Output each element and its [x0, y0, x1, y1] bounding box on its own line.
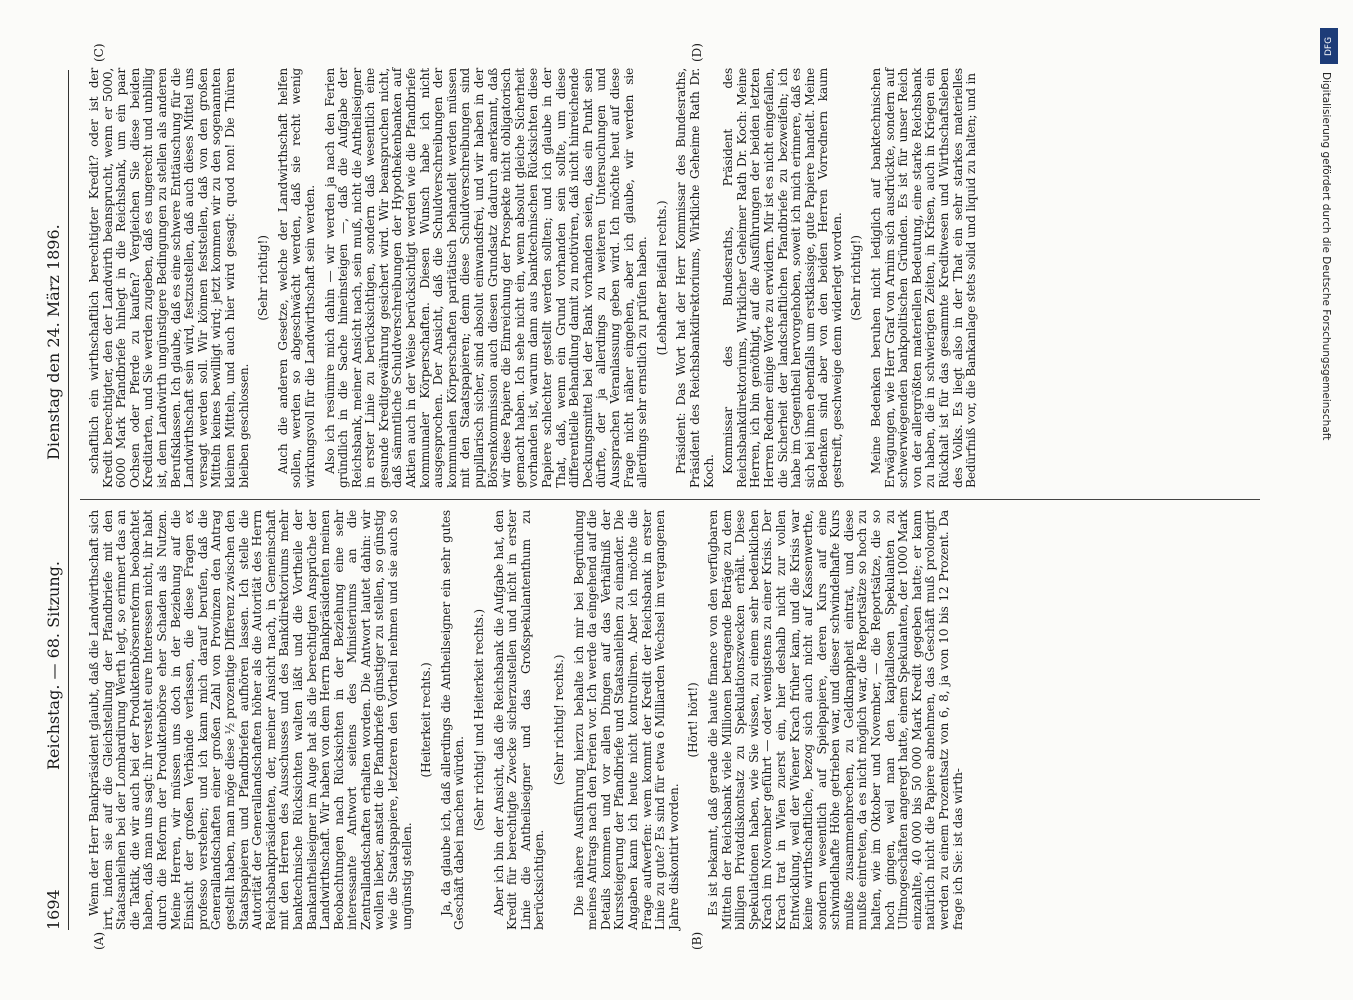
- paragraph: (Sehr richtig! und Heiterkeit rechts.): [472, 609, 487, 831]
- dfg-logo: DFG: [1320, 28, 1338, 64]
- page-header: [38, 70, 70, 930]
- side-strip: [1318, 20, 1342, 980]
- right-column: [88, 68, 985, 488]
- page-number: 1694: [44, 889, 63, 930]
- paragraph: (Sehr richtig! rechts.): [552, 654, 566, 786]
- paragraph: (Heiterkeit rechts.): [419, 662, 434, 778]
- paragraph: Präsident: Das Wort hat der Herr Kommissar des Bundesraths, Präsident des Reichsbankdirektoriums, Wirkliche Geheime Rath Dr. Koch.: [674, 68, 716, 488]
- paragraph: (Lebhafter Beifall rechts.): [654, 200, 669, 356]
- margin-mark-a: (A): [92, 931, 106, 950]
- column-divider: [80, 499, 1260, 500]
- paragraph: Wenn der Herr Bankpräsident glaubt, daß die Landwirthschaft sich irrt, indem sie auf die Gleichstellung der Pfandbriefe mit den Staatsanleihen bei der Lombardirung Werth legt, so erinnert das an die Taktik, die wir auch bei der Produktenbörsenreform beobachtet haben, daß man uns sagt: ihr versteht eure Interessen nicht, ihr habt durch die Reform der Produktenbörse eher Schaden als Nutzen. Meine Herren, wir müssen uns doch in der Beziehung auf die Einsicht der großen Verbände verlassen, die diese Fragen ex professo verstehen; und ich kann mich darauf berufen, daß die Generallandschaften einer großen Zahl von Provinzen den Antrag gestellt haben, man möge diese ½ prozentige Differenz zwischen den Staatspapieren und Pfandbriefen aufhören lassen. Ich stelle die Autorität der Generallandschaften höher als die Autorität des Herrn Reichsbankpräsidenten, der, meiner Ansicht nach, in Gemeinschaft mit den Herren des Ausschusses und des Bankdirektoriums mehr banktechnische Rücksichten walten läßt und die Vortheile der Bankantheilseigner im Auge hat als die berechtigten Ansprüche der Landwirthschaft. Wir haben von dem Herrn Bankpräsidenten meinen Beobachtungen nach Rücksichten in der Beziehung eine sehr interessante Antwort seitens des Ministeriums an die Zentrallandschaften erhalten worden. Die Antwort lautet dahin: wir wollen lieber, anstatt die Pfandbriefe günstiger zu stellen, so günstig wie die Staatspapiere, letzteren den Vortheil nehmen und sie auch so ungünstig stellen.: [87, 510, 414, 930]
- paragraph: (Sehr richtig!): [256, 235, 271, 321]
- paragraph: Aber ich bin der Ansicht, daß die Reichsbank die Aufgabe hat, den Kredit für berechtigte Zwecke sicherzustellen und nicht in erster Linie die Antheilseigner und das Großspekulantenthum zu berücksichtigen.: [491, 510, 547, 930]
- margin-mark-b: (B): [690, 931, 704, 950]
- paragraph: Kommissar des Bundesraths, Präsident des Reichsbankdirektoriums, Wirklicher Geheimer Rath Dr. Koch: Meine Herren, ich bin genöthigt, auf die Ausführungen der beiden letzten Herren Redner einige Worte zu erwidern. Mir ist es nicht eingefallen, die Sicherheit der landschaftlichen Pfandbriefe zu bezweifeln; ich habe im Gegentheil hervorgehoben, soweit ich mich erinnere, daß es sich bei ihnen ebenfalls um erstklassige, gute Papiere handelt. Meine Bedenken sind aber von den beiden Herren Vorrednern kaum gestreift, geschweige denn widerlegt worden.: [721, 68, 844, 488]
- left-column: [88, 510, 971, 930]
- paragraph: Es ist bekannt, daß gerade die haute finance von den verfügbaren Mitteln der Reichsbank viele Millionen betragende Beträge zu dem billigen Privatdiskontsatz zu Spekulationszwecken erhält. Diese Spekulationen haben, wie Sie wissen, zu einem sehr bedenklichen Krach im November geführt — oder wenigstens zu einer Krisis. Der Krach trat in Wien zuerst ein, hier deshalb nicht zur vollen Entwicklung, weil der Wiener Krach früher kam, und die Krisis war keine wirthschaftliche, bezog sich auch nicht auf Kassenwerthe, sondern wesentlich auf Spielpapiere, deren Kurs auf eine schwindelhafte Höhe getrieben war, und dieser schwindelhafte Kurs mußte zusammenbrechen, zu Geldknappheit eintrat, und diese mußte eintreten, da es nicht möglich war, die Reportsätze so hoch zu halten, wie im Oktober und November, — die Reportsätze, die so hoch gingen, weil man den kapitallosen Spekulanten zu Ultimogeschäften angeregt hatte, einem Spekulanten, der 1000 Mark einzahlte, 40 000 bis 50 000 Mark Kredit gegeben hatte; er kann natürlich nicht die Papiere abnehmen, das Geschäft muß prolongirt werden zu einem Prozentsatz von 6, 8, ja von 10 bis 12 Prozent. Da frage ich Sie: ist das wirth-: [705, 510, 965, 930]
- paragraph: Meine Bedenken beruhen nicht lediglich auf banktechnischen Erwägungen, wie Herr Graf von Arnim sich ausdrückte, sondern auf schwerwiegenden bankpolitischen Gründen. Es ist für unser Reich von der allergrößten materiellen Bedeutung, eine starke Reichsbank zu haben, die in schwierigen Zeiten, in Krisen, auch in Kriegen ein Rückhalt ist für das gesammte Kreditwesen und Wirthschaftsleben des Volks. Es liegt also in der That ein sehr starkes materielles Bedürfniß vor, die Bankanlage stets solid und liquid zu halten; und in: [869, 68, 979, 488]
- paragraph: (Sehr richtig!): [849, 235, 864, 321]
- paragraph: Also ich resümire mich dahin — wir werden ja nach den Ferien gründlich in die Sache hineinsteigen —, daß die Aufgabe der Reichsbank, meiner Ansicht nach, sein muß, nicht die Antheilseigner in erster Linie zu berücksichtigen, sondern daß wesentlich eine gesunde Kreditgewährung gesichert wird. Wir beanspruchen nicht, daß sämmtliche Schuldverschreibungen der Hypothekenbanken auf Aktien auch in der Weise berücksichtigt werden wie die Pfandbriefe kommunaler Körperschaften. Diesen Wunsch habe ich nicht ausgesprochen. Der Ansicht, daß die Schuldverschreibungen der kommunalen Körperschaften paritätisch behandelt werden müssen mit den Staatspapieren; denn diese Schuldverschreibungen sind pupillarisch sicher, sind absolut einwandsfrei, und wir haben in der Börsenkommission auch diesen Grundsatz dadurch anerkannt, daß wir diese Papiere die Einreichung der Prospekte nicht obligatorisch gemacht haben. Ich sehe nicht ein, wenn absolut gleiche Sicherheit vorhanden ist, warum dann aus banktechnischen Rücksichten diese Papiere schlechter gestellt werden sollten; und ich glaube in der That, daß, wenn ein Grund vorhanden sein sollte, um diese differentielle Behandlung damit zu motiviren, daß nicht hinreichende Deckungsmittel bei der Bank vorhanden seien, das ein Punkt sein dürfte, der ja allerdings zu weiteren Untersuchungen und Aussprachen Veranlassung geben wird. Ich möchte heut auf diese Frage nicht näher eingehen, aber ich glaube, wir werden sie allerdings sehr ernstlich zu prüfen haben.: [322, 68, 650, 488]
- header-rule: [68, 70, 69, 930]
- header-left-title: Reichstag. — 68. Sitzung.: [44, 561, 63, 770]
- header-right-title: Dienstag den 24. März 1896.: [44, 224, 63, 460]
- paragraph: Auch die anderen Gesetze, welche der Landwirthschaft helfen sollen, werden so abgeschwächt werden, daß sie recht wenig wirkungsvoll für die Landwirthschaft sein werden.: [275, 68, 317, 488]
- margin-mark-c: (C): [92, 43, 106, 62]
- paragraph: (Hört! hört!): [686, 682, 701, 758]
- paragraph: Die nähere Ausführung hierzu behalte ich mir bei Begründung meines Antrags nach den Ferien vor. Ich werde da eingehend auf die Details kommen und vor allen Dingen auf das Verhältniß der Kurssteigerung der Pfandbriefe und Staatsanleihen zu einander. Die Angaben kann ich heute nicht kontrolliren. Aber ich möchte die Frage aufwerfen: wem kommt der Kredit der Reichsbank in erster Linie zu gute? Es sind für etwa 6 Milliarden Wechsel im vergangenen Jahre diskontirt worden.: [571, 510, 681, 930]
- margin-mark-d: (D): [690, 43, 704, 62]
- paragraph: schaftlich ein wirthschaftlich berechtigter Kredit? oder ist der Kredit berechtigter, den der Landwirth beansprucht, wenn er 5000, 6000 Mark Pfandbriefe hinlegt in die Reichsbank, um ein paar Ochsen oder Pferde zu kaufen? Vergleichen Sie diese beiden Kreditarten, und Sie werden zugeben, daß es ungerecht und unbillig ist, dem Landwirth ungünstigere Bedingungen zu stellen als anderen Berufsklassen. Ich glaube, daß es eine schwere Enttäuschung für die Landwirthschaft sein wird, festzustellen, daß auch dieses Mittel uns versagt werden soll. Wir können feststellen, daß von den großen Mitteln keines bewilligt wird; jetzt kommen wir zu den sogenannten kleinen Mitteln, und auch hier wird gesagt: quod non! Die Thüren bleiben geschlossen.: [87, 68, 251, 488]
- paragraph: Ja, da glaube ich, daß allerdings die Antheilseigner ein sehr gutes Geschäft dabei machen würden.: [438, 510, 467, 930]
- digitization-credit: Digitalisierung gefördert durch die Deutsche Forschungsgemeinschaft: [1320, 72, 1332, 441]
